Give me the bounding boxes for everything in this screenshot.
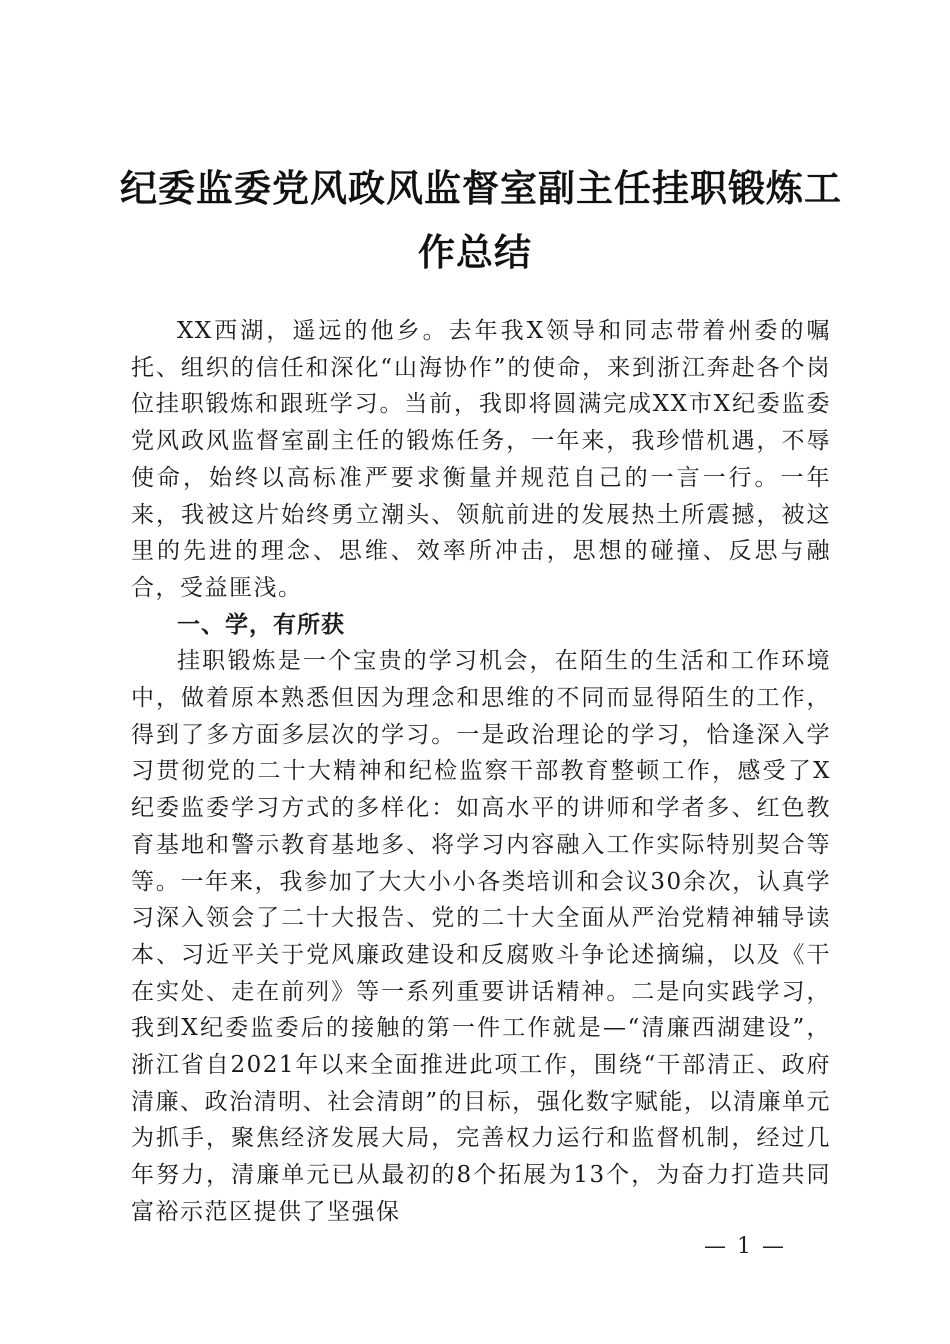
document-body	[131, 313, 831, 1231]
paragraph-section-1: 挂职锻炼是一个宝贵的学习机会，在陌生的生活和工作环境中，做着原本熟悉但因为理念和思维的不同而显得陌生的工作，得到了多方面多层次的学习。一是政治理论的学习，恰逢深入学习贯彻党的二十大精神和纪检监察干部教育整顿工作，感受了X纪委监委学习方式的多样化：如高水平的讲师和学者多、红色教育基地和警示教育基地多、将学习内容融入工作实际特别契合等等。一年来，我参加了大大小小各类培训和会议30余次，认真学习深入领会了二十大报告、党的二十大全面从严治党精神辅导读本、习近平关于党风廉政建设和反腐败斗争论述摘编，以及《干在实处、走在前列》等一系列重要讲话精神。二是向实践学习，我到X纪委监委后的接触的第一件工作就是—“清廉西湖建设”，浙江省自2021年以来全面推进此项工作，围绕“干部清正、政府清廉、政治清明、社会清朗”的目标，强化数字赋能，以清廉单元为抓手，聚焦经济发展大局，完善权力运行和监督机制，经过几年努力，清廉单元已从最初的8个拓展为13个，为奋力打造共同富裕示范区提供了坚强保	[131, 648, 831, 1225]
document-title-line-2: 作总结	[418, 230, 532, 274]
section-heading-1: 一、学，有所获	[177, 611, 345, 638]
document-title-line-1: 纪委监委党风政风监督室副主任挂职锻炼工	[120, 166, 842, 210]
paragraph-intro: XX西湖，遥远的他乡。去年我X领导和同志带着州委的嘱托、组织的信任和深化“山海协作”的使命，来到浙江奔赴各个岗位挂职锻炼和跟班学习。当前，我即将圆满完成XX市X纪委监委党风政风监督室副主任的锻炼任务，一年来，我珍惜机遇，不辱使命，始终以高标准严要求衡量并规范自己的一言一行。一年来，我被这片始终勇立潮头、领航前进的发展热土所震撼，被这里的先进的理念、思维、效率所冲击，思想的碰撞、反思与融合，受益匪浅。	[131, 318, 831, 601]
page-number: — 1 —	[704, 1234, 786, 1259]
